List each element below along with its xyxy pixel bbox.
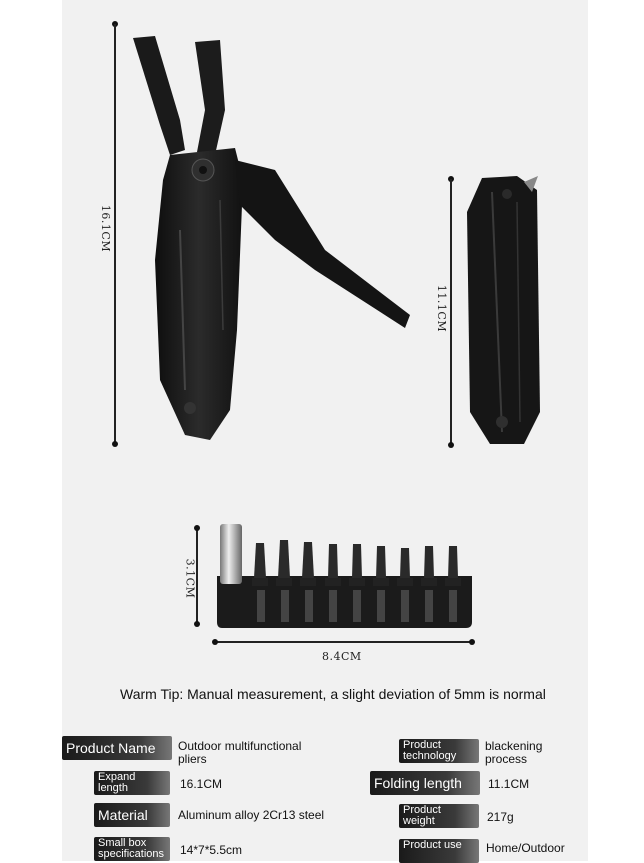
dim-line-bit-width — [215, 641, 472, 643]
dim-label-bit-height: 3.1CM — [183, 558, 197, 599]
spec-label-product-name: Product Name — [62, 736, 172, 760]
spec-value-expand-length: 16.1CM — [180, 777, 223, 791]
dim-label-folded: 11.1CM — [435, 284, 449, 333]
spec-value-product-use: Home/Outdoor — [486, 841, 565, 855]
spec-label-product-technology: Product technology — [399, 739, 479, 763]
dim-dot-bit-bottom — [194, 621, 200, 627]
spec-value-box-specs: 14*7*5.5cm — [180, 843, 243, 857]
spec-value-product-weight: 217g — [487, 810, 514, 824]
spec-value-material: Aluminum alloy 2Cr13 steel — [178, 808, 325, 822]
spec-label-product-use: Product use — [399, 839, 479, 863]
spec-label-expand-length: Expand length — [94, 771, 170, 795]
folded-pliers-image — [462, 172, 547, 450]
dim-label-open: 16.1CM — [99, 204, 113, 253]
dim-label-bit-width: 8.4CM — [322, 650, 362, 663]
dim-dot-bit-top — [194, 525, 200, 531]
dim-dot-bit-right — [469, 639, 475, 645]
bit-set-image — [212, 518, 477, 630]
spec-label-box-specs: Small box specifications — [94, 837, 170, 861]
spec-value-product-technology: blackening process — [485, 739, 543, 766]
spec-label-material: Material — [94, 803, 170, 827]
open-pliers-image — [125, 30, 420, 450]
dim-dot-bit-left — [212, 639, 218, 645]
spec-value-folding-length: 11.1CM — [488, 777, 530, 791]
dim-dot-bottom — [112, 441, 118, 447]
dim-line-folded — [450, 179, 452, 445]
spec-value-product-name: Outdoor multifunctional pliers — [178, 739, 302, 766]
warm-tip: Warm Tip: Manual measurement, a slight deviation of 5mm is normal — [120, 686, 546, 702]
spec-label-folding-length: Folding length — [370, 771, 480, 795]
dim-dot-folded-bottom — [448, 442, 454, 448]
dim-line-open — [114, 24, 116, 444]
spec-label-product-weight: Product weight — [399, 804, 479, 828]
